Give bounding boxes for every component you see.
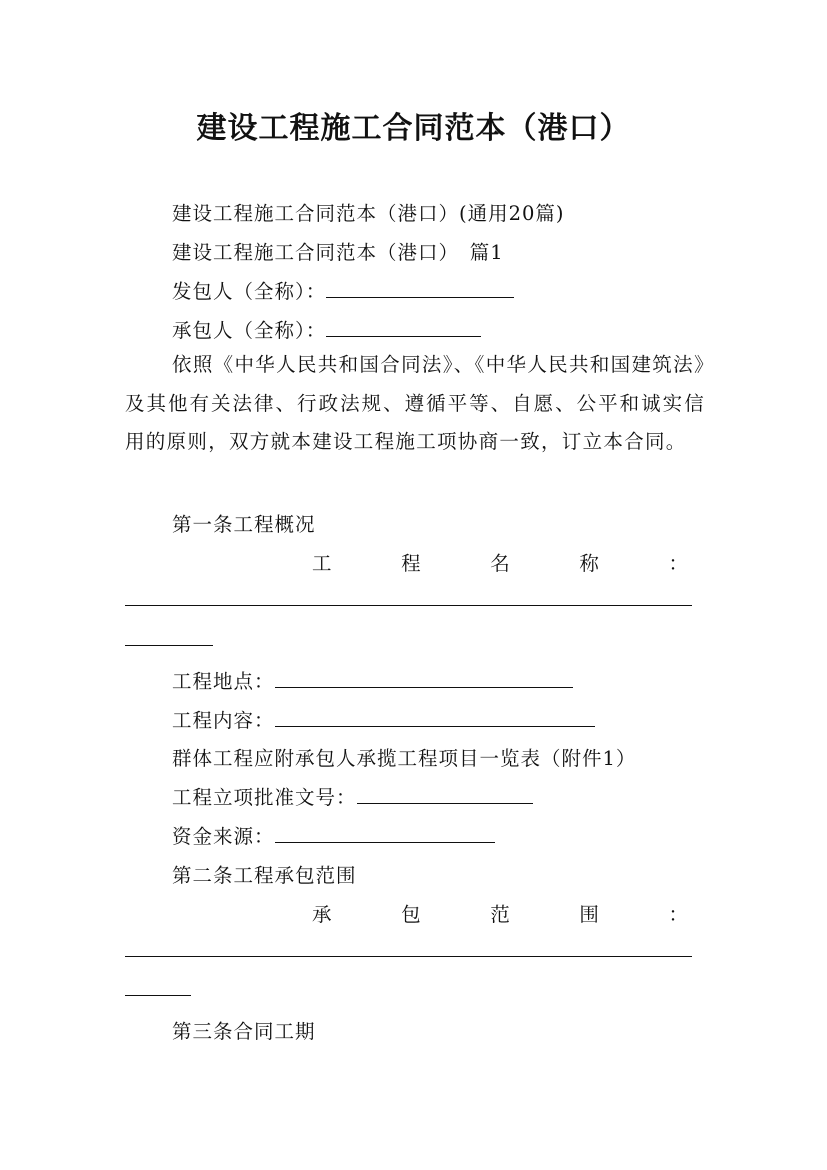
contractor-name-blank[interactable] [326, 318, 481, 337]
fund-source-label: 资金来源： [172, 825, 275, 848]
contractor-line [172, 315, 481, 343]
project-name-char: 名 [490, 552, 510, 575]
scope-blank[interactable] [125, 956, 692, 957]
scope-char: 围 [579, 903, 599, 926]
scope-char: 承 [312, 903, 332, 926]
approval-doc-label: 工程立项批准文号： [172, 786, 357, 809]
scope-blank-cont[interactable] [125, 995, 191, 996]
document-title: 建设工程施工合同范本（港口） [196, 111, 631, 146]
article1-heading: 第一条工程概况 [172, 513, 316, 536]
subtitle: 建设工程施工合同范本（港口）(通用20篇) [172, 202, 565, 225]
employer-name-blank[interactable] [326, 279, 514, 298]
employer-label: 发包人（全称）： [172, 280, 327, 303]
part-heading: 建设工程施工合同范本（港口） 篇1 [172, 241, 504, 264]
scope-char: 包 [401, 903, 421, 926]
project-name-char: 工 [312, 552, 332, 575]
approval-doc-line [172, 782, 533, 810]
employer-line [172, 276, 514, 304]
contractor-label: 承包人（全称）： [172, 319, 327, 342]
article3-heading: 第三条合同工期 [172, 1020, 316, 1043]
article2-heading: 第二条工程承包范围 [172, 864, 357, 887]
scope-char: ： [668, 903, 688, 926]
project-content-label: 工程内容： [172, 709, 275, 732]
project-name-blank[interactable] [125, 605, 692, 606]
project-name-char: 程 [401, 552, 421, 575]
project-content-line [172, 705, 595, 733]
project-name-char: 称 [579, 552, 599, 575]
project-name-blank-cont[interactable] [125, 645, 213, 646]
project-location-blank[interactable] [275, 669, 573, 688]
fund-source-line [172, 821, 495, 849]
approval-doc-blank[interactable] [357, 785, 533, 804]
project-location-line [172, 666, 573, 694]
project-location-label: 工程地点： [172, 670, 275, 693]
scope-label [312, 899, 688, 927]
scope-char: 范 [490, 903, 510, 926]
group-project-note: 群体工程应附承包人承揽工程项目一览表（附件1） [172, 747, 637, 770]
fund-source-blank[interactable] [275, 824, 495, 843]
project-name-char: ： [668, 552, 688, 575]
intro-paragraph: 依照《中华人民共和国合同法》、《中华人民共和国建筑法》及其他有关法律、行政法规、遵循平等、自愿、公平和诚实信用的原则，双方就本建设工程施工项协商一致，订立本合同。 [125, 353, 705, 453]
project-name-label [312, 548, 688, 576]
project-content-blank[interactable] [275, 708, 595, 727]
